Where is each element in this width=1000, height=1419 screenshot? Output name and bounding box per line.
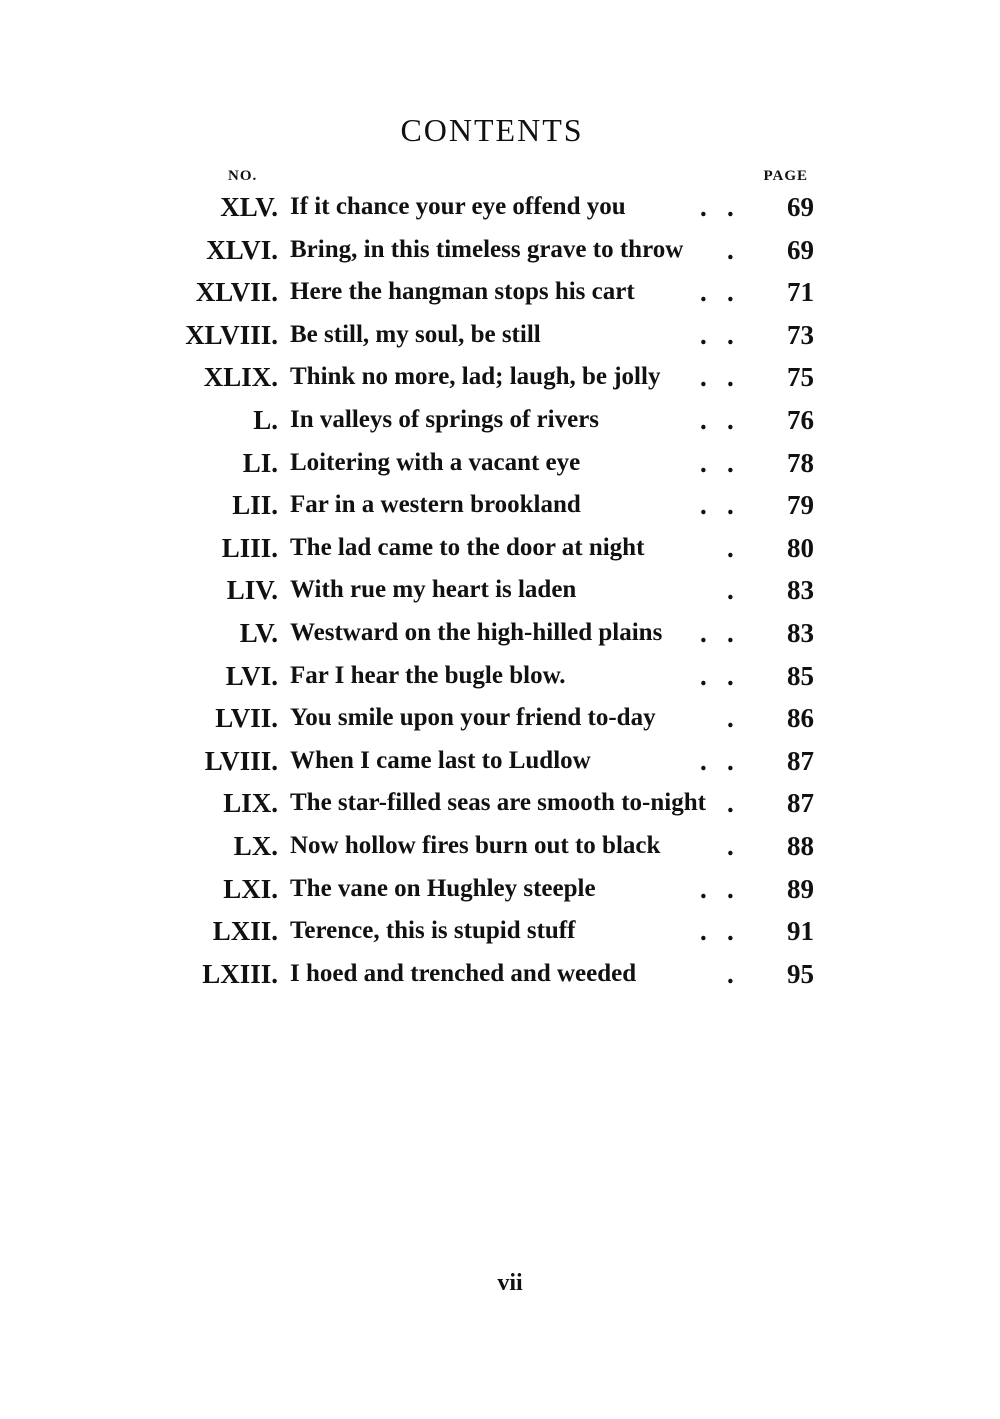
- entry-page: 87: [787, 745, 814, 776]
- entry-number: LVIII.: [204, 745, 278, 776]
- entry-title: Loitering with a vacant eye: [290, 448, 581, 476]
- leader-dots: . .: [700, 362, 734, 393]
- contents-entry: [0, 612, 1000, 655]
- entry-number: LIV.: [226, 575, 278, 606]
- leader-dots: . .: [700, 404, 734, 435]
- leader-dots: . .: [700, 873, 734, 904]
- entry-page: 80: [787, 532, 814, 563]
- entry-page: 89: [787, 873, 814, 904]
- contents-entry: [0, 442, 1000, 485]
- entry-title: Here the hangman stops his cart: [290, 278, 635, 306]
- entry-page: 73: [787, 319, 814, 350]
- contents-entry: [0, 229, 1000, 272]
- leader-dots: . .: [700, 277, 734, 308]
- entry-page: 87: [787, 788, 814, 819]
- entry-number: LIII.: [221, 532, 278, 563]
- entry-number: LXIII.: [202, 958, 278, 989]
- leader-dots: .: [700, 958, 734, 989]
- entry-title: Be still, my soul, be still: [290, 320, 541, 348]
- entry-title: You smile upon your friend to-day: [290, 704, 656, 732]
- contents-entry: [0, 655, 1000, 698]
- entry-number: XLVIII.: [185, 319, 278, 350]
- contents-entry: [0, 697, 1000, 740]
- contents-entry: [0, 569, 1000, 612]
- entry-title: Think no more, lad; laugh, be jolly: [290, 363, 661, 391]
- entry-title: Far I hear the bugle blow.: [290, 661, 566, 689]
- page-title: CONTENTS: [400, 112, 584, 148]
- entry-title: With rue my heart is laden: [290, 576, 577, 604]
- entry-page: 85: [787, 660, 814, 691]
- contents-entry: [0, 825, 1000, 868]
- entry-page: 88: [787, 830, 814, 861]
- entry-page: 71: [787, 277, 814, 308]
- entry-title: Bring, in this timeless grave to throw: [290, 235, 684, 263]
- entry-page: 75: [787, 362, 814, 393]
- entry-number: LV.: [239, 617, 278, 648]
- entry-title: Now hollow fires burn out to black: [290, 831, 661, 859]
- entry-page: 95: [787, 958, 814, 989]
- page-number: vii: [497, 1270, 523, 1296]
- entry-number: LXII.: [212, 916, 278, 947]
- leader-dots: . .: [700, 916, 734, 947]
- leader-dots: . .: [700, 660, 734, 691]
- entry-page: 76: [787, 404, 814, 435]
- entry-number: LI.: [242, 447, 278, 478]
- entry-title: If it chance your eye offend you: [290, 193, 626, 220]
- contents-entry: [0, 186, 1000, 229]
- entry-title: When I came last to Ludlow: [290, 746, 591, 774]
- column-heading-number: NO.: [228, 168, 258, 184]
- contents-entry: [0, 356, 1000, 399]
- entry-title: Far in a western brookland: [290, 491, 581, 519]
- entry-title: The lad came to the door at night: [290, 533, 645, 561]
- contents-entry: [0, 271, 1000, 314]
- leader-dots: .: [700, 788, 734, 819]
- contents-list: [0, 186, 1000, 995]
- leader-dots: . .: [700, 490, 734, 521]
- contents-entry: [0, 527, 1000, 570]
- contents-entry: [0, 399, 1000, 442]
- contents-entry: [0, 953, 1000, 996]
- leader-dots: .: [700, 234, 734, 265]
- entry-title: Westward on the high-hilled plains: [290, 618, 663, 646]
- leader-dots: .: [700, 703, 734, 734]
- entry-number: LX.: [233, 830, 278, 861]
- entry-page: 78: [787, 447, 814, 478]
- entry-title: I hoed and trenched and weeded: [290, 959, 637, 987]
- entry-title: The star-filled seas are smooth to-night: [290, 789, 706, 817]
- leader-dots: .: [700, 830, 734, 861]
- entry-page: 83: [787, 617, 814, 648]
- entry-number: XLVI.: [206, 234, 278, 265]
- leader-dots: . .: [700, 319, 734, 350]
- leader-dots: . .: [700, 745, 734, 776]
- contents-entry: [0, 868, 1000, 911]
- entry-number: L.: [253, 404, 278, 435]
- entry-number: LVII.: [215, 703, 278, 734]
- entry-number: XLV.: [220, 192, 278, 222]
- entry-page: 91: [787, 916, 814, 947]
- entry-number: XLVII.: [195, 277, 278, 308]
- entry-page: 86: [787, 703, 814, 734]
- entry-page: 79: [787, 490, 814, 521]
- contents-entry: [0, 910, 1000, 953]
- contents-entry: [0, 484, 1000, 527]
- entry-page: 69: [787, 192, 814, 222]
- contents-entry: [0, 740, 1000, 783]
- entry-number: LIX.: [223, 788, 278, 819]
- contents-entry: [0, 314, 1000, 357]
- entry-title: The vane on Hughley steeple: [290, 874, 596, 902]
- entry-number: XLIX.: [203, 362, 278, 393]
- contents-entry: [0, 782, 1000, 825]
- entry-number: LXI.: [223, 873, 278, 904]
- entry-number: LVI.: [225, 660, 278, 691]
- entry-page: 83: [787, 575, 814, 606]
- entry-title: In valleys of springs of rivers: [290, 405, 600, 433]
- leader-dots: .: [700, 532, 734, 563]
- entry-title: Terence, this is stupid stuff: [290, 917, 576, 945]
- leader-dots: . .: [700, 617, 734, 648]
- entry-page: 69: [787, 234, 814, 265]
- column-heading-page: PAGE: [763, 168, 808, 184]
- leader-dots: . .: [700, 447, 734, 478]
- leader-dots: .: [700, 575, 734, 606]
- leader-dots: . .: [700, 192, 734, 222]
- entry-number: LII.: [232, 490, 278, 521]
